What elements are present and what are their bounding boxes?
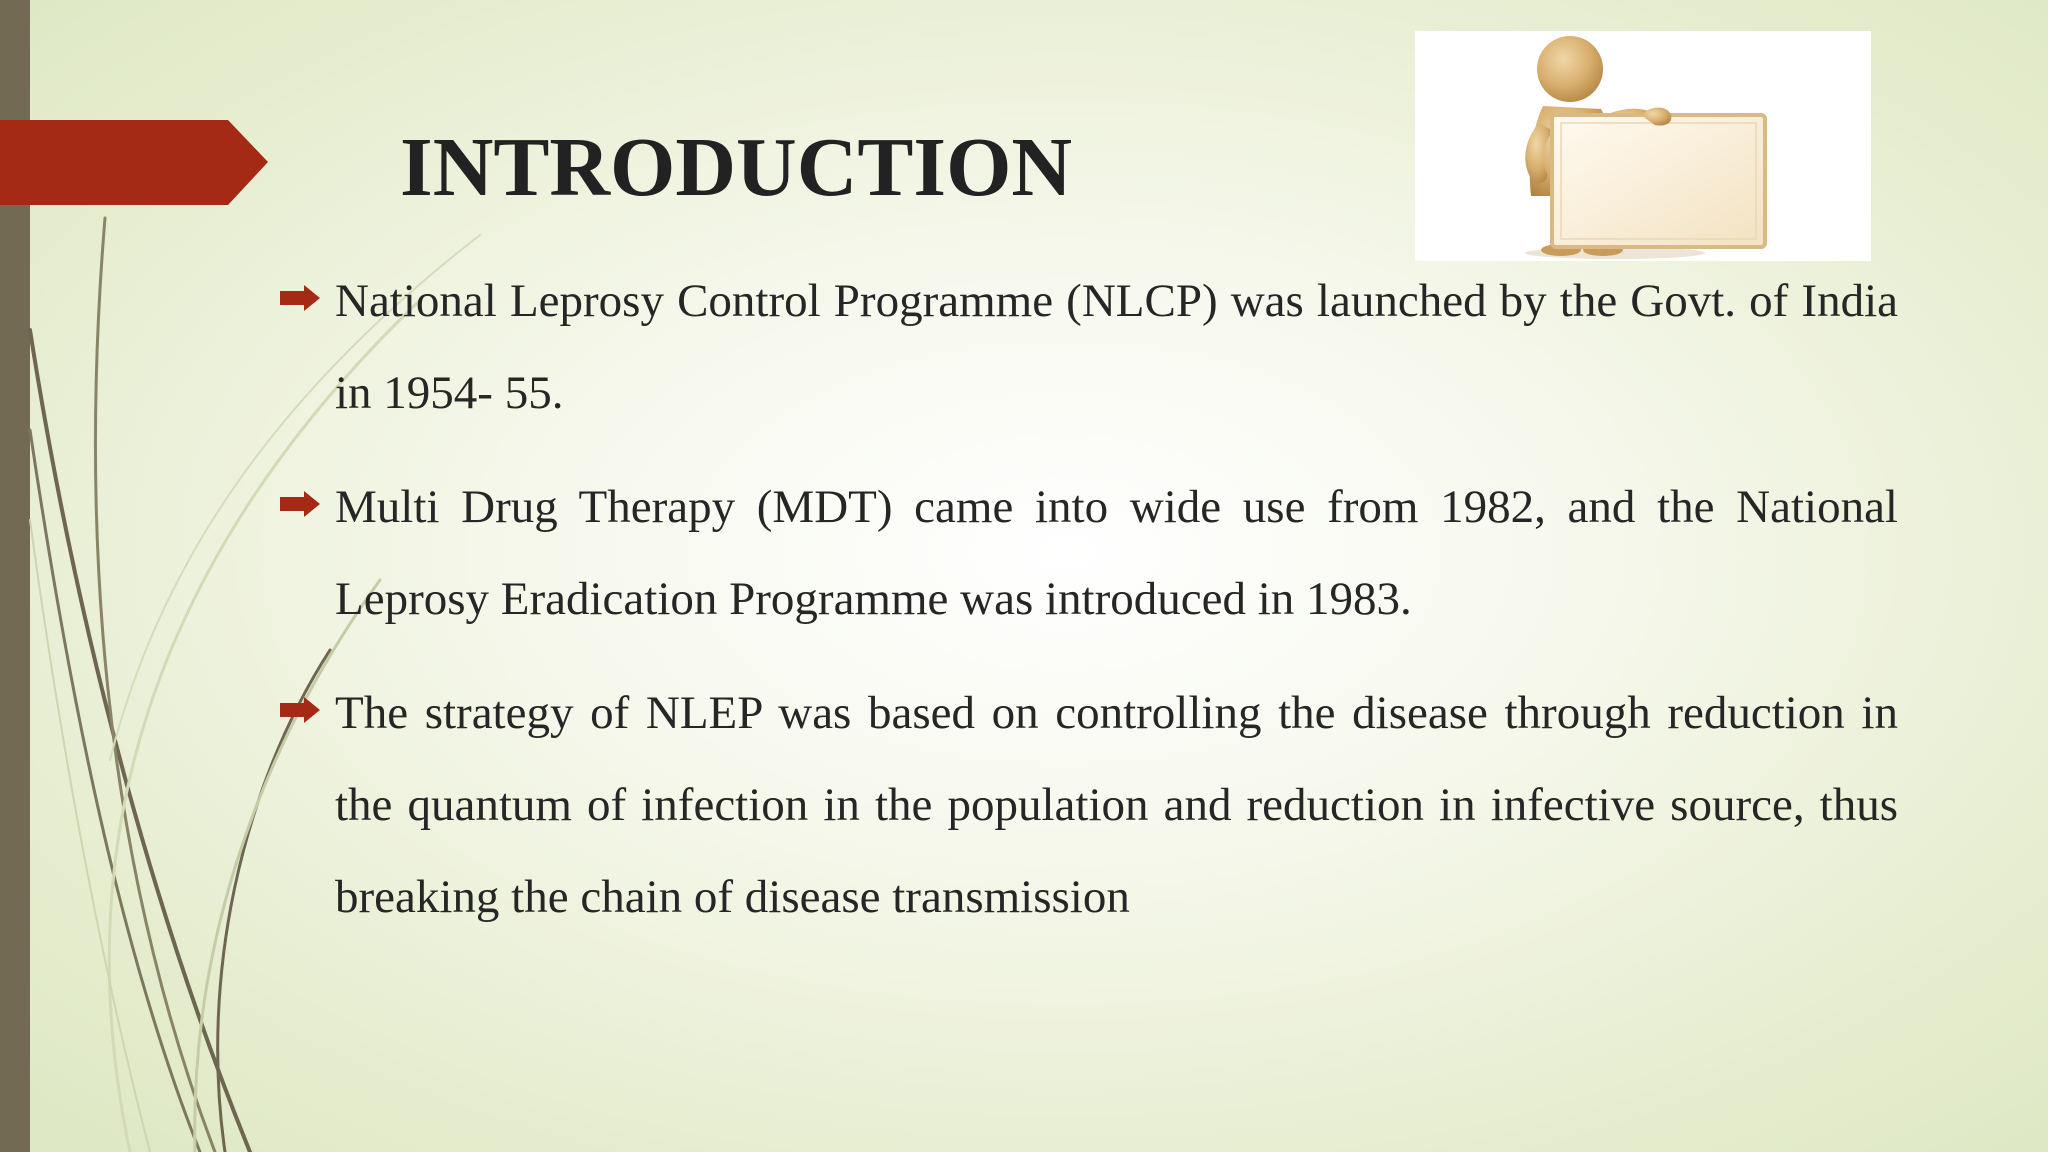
- arrow-right-icon: [280, 285, 320, 311]
- bullet-text: Multi Drug Therapy (MDT) came into wide use from 1982, and the National Leprosy Eradication Programme was introduced in 1983.: [335, 481, 1898, 625]
- bullet-item-nlcp: [278, 255, 1898, 439]
- bullet-text: National Leprosy Control Programme (NLCP) was launched by the Govt. of India in 1954- 55.: [335, 275, 1898, 419]
- arrow-right-icon: [280, 491, 320, 517]
- bullet-item-mdt: [278, 461, 1898, 645]
- bullet-list: [278, 255, 1898, 965]
- bullet-text: The strategy of NLEP was based on controlling the disease through reduction in the quantum of infection in the population and reduction in infective source, thus breaking the chain of disease transmission: [335, 687, 1898, 923]
- title-arrow-marker: [0, 120, 268, 205]
- slide-title: INTRODUCTION: [400, 121, 1073, 214]
- bullet-item-nlep-strategy: [278, 667, 1898, 943]
- person-holding-sign-picture: [1415, 31, 1871, 261]
- arrow-right-icon: [280, 697, 320, 723]
